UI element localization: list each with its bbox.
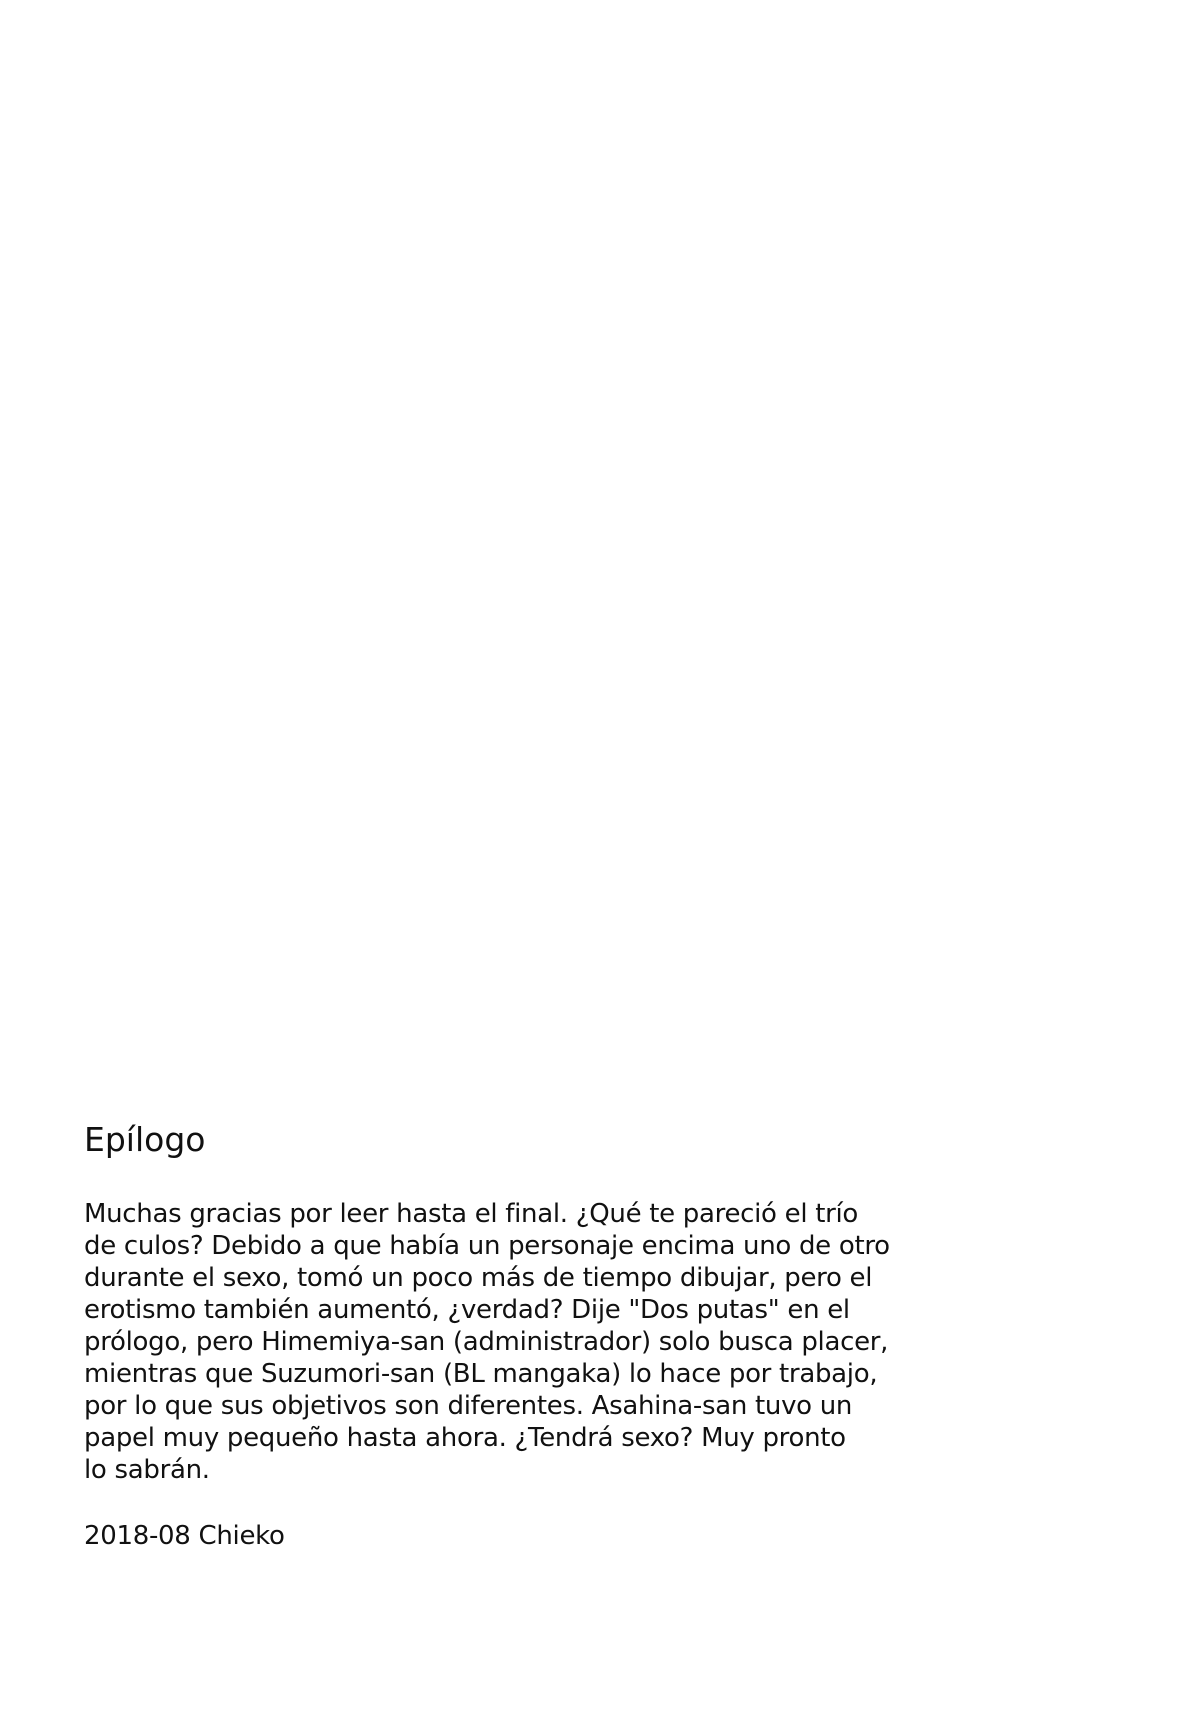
epilogue-line: Muchas gracias por leer hasta el final. ¿Qué te pareció el trío: [84, 1199, 859, 1229]
epilogue-line: lo sabrán.: [84, 1455, 210, 1485]
epilogue-line: papel muy pequeño hasta ahora. ¿Tendrá sexo? Muy pronto: [84, 1423, 846, 1453]
epilogue-line: durante el sexo, tomó un poco más de tiempo dibujar, pero el: [84, 1263, 873, 1293]
epilogue-line: erotismo también aumentó, ¿verdad? Dije "Dos putas" en el: [84, 1295, 850, 1325]
epilogue-title: Epílogo: [84, 1120, 206, 1159]
epilogue-line: prólogo, pero Himemiya-san (administrador) solo busca placer,: [84, 1327, 889, 1357]
epilogue-line: por lo que sus objetivos son diferentes. Asahina-san tuvo un: [84, 1391, 853, 1421]
epilogue-text-block: [84, 1120, 944, 1552]
epilogue-body: [84, 1198, 944, 1486]
author-signature: 2018-08 Chieko: [84, 1521, 285, 1551]
epilogue-line: de culos? Debido a que había un personaje encima uno de otro: [84, 1231, 890, 1261]
epilogue-line: mientras que Suzumori-san (BL mangaka) lo hace por trabajo,: [84, 1359, 878, 1389]
